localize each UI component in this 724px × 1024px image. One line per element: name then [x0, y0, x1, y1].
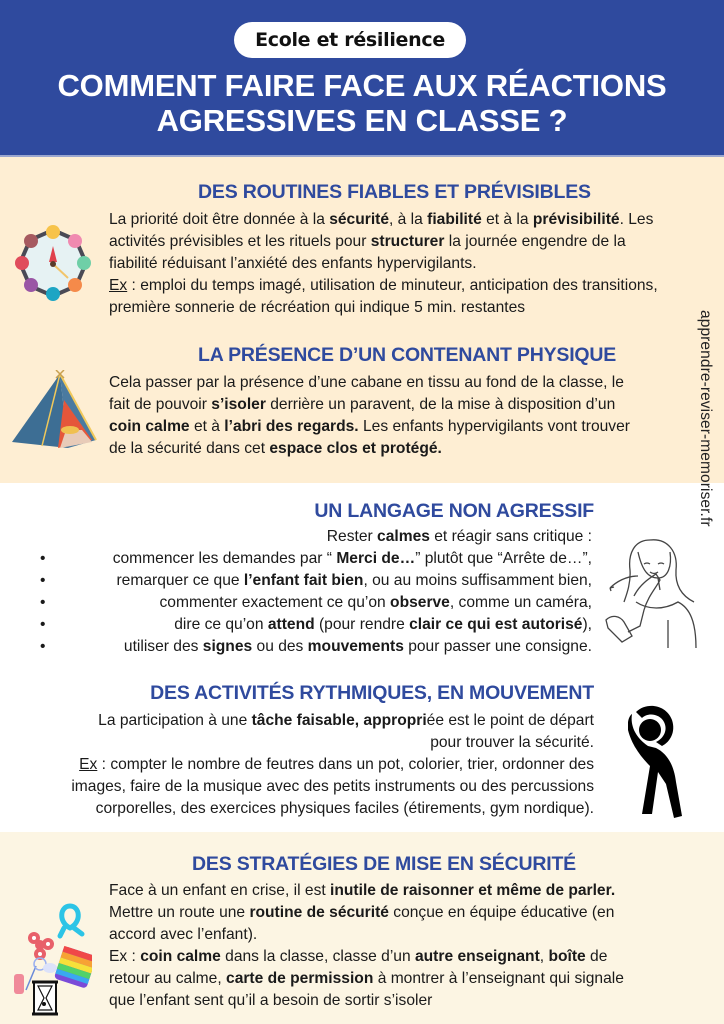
text-line: images, faire de la musique avec des petits instruments ou des percussions — [71, 778, 594, 795]
text-line: que l’enfant sent qu’il a besoin de sortir s’isoler — [109, 992, 433, 1009]
text-line: Cela passer par la présence d’une cabane en tissu au fond de la classe, le — [109, 374, 624, 391]
woman-gesturing-icon — [598, 530, 708, 655]
text-line: Ex : coin calme dans la classe, classe d’un autre enseignant, boîte de — [109, 948, 608, 965]
section-body-strategies — [109, 880, 689, 1012]
section-body-contenant — [109, 372, 684, 460]
bullet-item: • dire ce qu’on attend (pour rendre clair ce qui est autorisé), — [40, 614, 592, 636]
text-line: coin calme et à l’abri des regards. Les enfants hypervigilants vont trouver — [109, 418, 630, 435]
section-heading-activites: DES ACTIVITÉS RYTHMIQUES, EN MOUVEMENT — [150, 682, 594, 704]
page-title-line-1: COMMENT FAIRE FACE AUX RÉACTIONS — [57, 68, 667, 103]
site-credit-text: apprendre-reviser-memoriser.fr — [697, 310, 714, 527]
text-line: Mettre un route une routine de sécurité conçue en équipe éducative (en — [109, 904, 615, 921]
bullet-item: • remarquer ce que l’enfant fait bien, ou au moins suffisamment bien, — [40, 570, 592, 592]
section-heading-contenant: LA PRÉSENCE D’UN CONTENANT PHYSIQUE — [198, 344, 617, 366]
text-line: retour au calme, carte de permission à montrer à l’enseignant qui signale — [109, 970, 624, 987]
text-line: de la sécurité dans cet espace clos et protégé. — [109, 440, 442, 457]
bullet-icon: • — [40, 638, 46, 655]
stretching-person-icon — [628, 702, 684, 823]
text-line: première sonnerie de récréation qui indique 5 min. restantes — [109, 299, 526, 316]
page-title — [0, 68, 724, 138]
section-heading-langage: UN LANGAGE NON AGRESSIF — [314, 500, 594, 522]
page-title-line-2: AGRESSIVES EN CLASSE ? — [156, 103, 568, 138]
site-credit-vertical — [694, 310, 714, 550]
bullet-item: • commencer les demandes par “ Merci de…” plutôt que “Arrête de…”, — [40, 548, 592, 570]
text-line: Ex : emploi du temps imagé, utilisation de minuteur, anticipation des transitions, — [109, 277, 658, 294]
text-line: pour trouver la sécurité. — [430, 734, 594, 751]
text-line: fiabilité réduisant l’anxiété des enfants hypervigilants. — [109, 255, 477, 272]
text-line: fait de pouvoir s’isoler derrière un paravent, de la mise à disposition d’un — [109, 396, 616, 413]
section-body-routines — [109, 209, 699, 319]
header-banner — [0, 0, 724, 157]
bullet-icon: • — [40, 572, 46, 589]
text-line: La priorité doit être donnée à la sécurité, à la fiabilité et à la prévisibilité. Les — [109, 211, 654, 228]
section-heading-strategies: DES STRATÉGIES DE MISE EN SÉCURITÉ — [192, 853, 576, 875]
fidget-toys-icon — [8, 900, 92, 1021]
text-line: activités prévisibles et les rituels pour structurer la journée engendre de la — [109, 233, 626, 250]
section-body-activites — [20, 710, 594, 820]
bullet-list-langage — [40, 548, 592, 658]
bullet-icon: • — [40, 616, 46, 633]
bullet-icon: • — [40, 594, 46, 611]
bullet-item: • commenter exactement ce qu’on observe, comme un caméra, — [40, 592, 592, 614]
text-line: Face à un enfant en crise, il est inutile de raisonner et même de parler. — [109, 882, 616, 899]
tent-icon — [8, 370, 100, 457]
bullet-icon: • — [40, 550, 46, 567]
section-intro-langage: Rester calmes et réagir sans critique : — [326, 528, 592, 545]
series-badge: Ecole et résilience — [234, 22, 466, 58]
text-line: accord avec l’enfant). — [109, 926, 258, 943]
bullet-item: • utiliser des signes ou des mouvements pour passer une consigne. — [40, 636, 592, 658]
text-line: La participation à une tâche faisable, appropriée est le point de départ — [98, 712, 594, 729]
section-heading-routines: DES ROUTINES FIABLES ET PRÉVISIBLES — [198, 181, 591, 203]
text-line: corporelles, des exercices physiques faciles (étirements, gym nordique). — [95, 800, 594, 817]
text-line: Ex : compter le nombre de feutres dans un pot, colorier, trier, ordonner des — [79, 756, 594, 773]
clock-icon — [14, 224, 92, 307]
